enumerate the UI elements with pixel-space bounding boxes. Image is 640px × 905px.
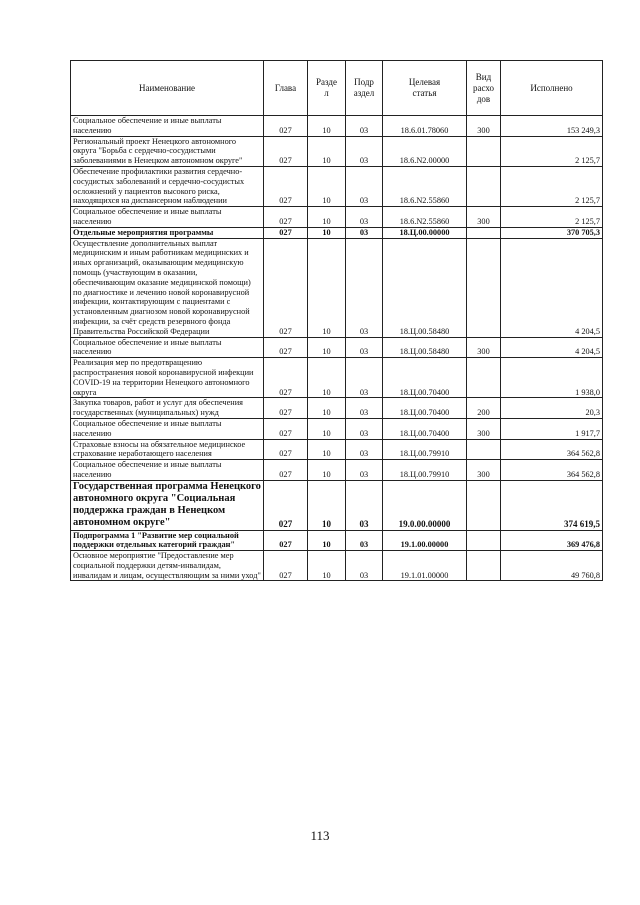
header-target-article: Целевая статья (383, 61, 467, 116)
row-target-article: 19.0.00.00000 (383, 480, 467, 530)
row-executed: 20,3 (501, 398, 603, 419)
row-executed: 1 917,7 (501, 418, 603, 439)
row-name: Социальное обеспечение и иные выплаты населению (71, 207, 264, 228)
row-section: 10 (308, 551, 346, 581)
row-subsection: 03 (346, 530, 383, 551)
row-section: 10 (308, 166, 346, 206)
row-section: 10 (308, 136, 346, 166)
row-target-article: 19.1.00.00000 (383, 530, 467, 551)
row-subsection: 03 (346, 460, 383, 481)
table-row (71, 480, 603, 530)
row-executed: 364 562,8 (501, 439, 603, 460)
row-executed: 49 760,8 (501, 551, 603, 581)
row-name: Страховые взносы на обязательное медицинское страхование неработающего населения (71, 439, 264, 460)
row-section: 10 (308, 418, 346, 439)
row-subsection: 03 (346, 398, 383, 419)
table-row (71, 166, 603, 206)
row-expense-type (467, 358, 501, 398)
row-name: Обеспечение профилактики развития сердечно-сосудистых заболеваний и сердечно-сосудистых осложнений у пациентов высокого риска, находящихся на диспансерном наблюдении (71, 166, 264, 206)
row-name: Реализация мер по предотвращению распространения новой коронавирусной инфекции COVID-19 на территории Ненецкого автономного округа (71, 358, 264, 398)
row-expense-type (467, 238, 501, 337)
row-chapter: 027 (264, 418, 308, 439)
row-name: Социальное обеспечение и иные выплаты населению (71, 418, 264, 439)
row-subsection: 03 (346, 136, 383, 166)
row-section: 10 (308, 530, 346, 551)
row-expense-type (467, 136, 501, 166)
page-number: 113 (310, 828, 330, 843)
row-name: Государственная программа Ненецкого автономного округа "Социальная поддержка граждан в Ненецком автономном округе" (71, 480, 264, 530)
row-chapter: 027 (264, 136, 308, 166)
budget-table (70, 60, 603, 581)
row-name: Региональный проект Ненецкого автономного округа "Борьба с сердечно-сосудистыми заболеваниями в Ненецком автономном округе" (71, 136, 264, 166)
row-name: Осуществление дополнительных выплат медицинским и иным работникам медицинских и иных организаций, оказывающим медицинскую помощь (участвующим в оказании, обеспечивающим оказание медицинской помощи) по диагностике и лечению новой коронавирусной инфекции, контактирующим с пациентами с установленным диагнозом новой коронавирусной инфекции, за счёт средств резервного фонда Правительства Российской Федерации (71, 238, 264, 337)
row-section: 10 (308, 238, 346, 337)
row-name: Социальное обеспечение и иные выплаты населению (71, 116, 264, 137)
row-subsection: 03 (346, 551, 383, 581)
row-subsection: 03 (346, 227, 383, 238)
row-executed: 369 476,8 (501, 530, 603, 551)
row-section: 10 (308, 398, 346, 419)
row-chapter: 027 (264, 439, 308, 460)
row-section: 10 (308, 227, 346, 238)
row-subsection: 03 (346, 337, 383, 358)
row-name: Закупка товаров, работ и услуг для обеспечения государственных (муниципальных) нужд (71, 398, 264, 419)
row-target-article: 18.Ц.00.58480 (383, 238, 467, 337)
row-subsection: 03 (346, 238, 383, 337)
row-chapter: 027 (264, 460, 308, 481)
row-expense-type (467, 480, 501, 530)
row-name: Социальное обеспечение и иные выплаты населению (71, 337, 264, 358)
row-executed: 153 249,3 (501, 116, 603, 137)
row-expense-type (467, 439, 501, 460)
row-target-article: 19.1.01.00000 (383, 551, 467, 581)
row-target-article: 18.6.N2.00000 (383, 136, 467, 166)
table-row (71, 337, 603, 358)
row-executed: 370 705,3 (501, 227, 603, 238)
row-expense-type: 300 (467, 418, 501, 439)
row-section: 10 (308, 439, 346, 460)
table-row (71, 238, 603, 337)
row-chapter: 027 (264, 207, 308, 228)
table-row (71, 398, 603, 419)
row-target-article: 18.Ц.00.00000 (383, 227, 467, 238)
header-chapter: Глава (264, 61, 308, 116)
row-chapter: 027 (264, 227, 308, 238)
row-target-article: 18.Ц.00.70400 (383, 398, 467, 419)
table-header-row (71, 61, 603, 116)
row-section: 10 (308, 337, 346, 358)
row-subsection: 03 (346, 358, 383, 398)
row-subsection: 03 (346, 480, 383, 530)
row-chapter: 027 (264, 116, 308, 137)
row-chapter: 027 (264, 166, 308, 206)
table-row (71, 418, 603, 439)
row-expense-type: 200 (467, 398, 501, 419)
row-subsection: 03 (346, 207, 383, 228)
row-executed: 2 125,7 (501, 207, 603, 228)
row-expense-type (467, 166, 501, 206)
row-target-article: 18.Ц.00.58480 (383, 337, 467, 358)
row-target-article: 18.Ц.00.79910 (383, 460, 467, 481)
table-row (71, 116, 603, 137)
header-name: Наименование (71, 61, 264, 116)
table-row (71, 551, 603, 581)
row-executed: 4 204,5 (501, 238, 603, 337)
row-chapter: 027 (264, 551, 308, 581)
row-chapter: 027 (264, 358, 308, 398)
row-target-article: 18.Ц.00.79910 (383, 439, 467, 460)
row-expense-type: 300 (467, 460, 501, 481)
row-subsection: 03 (346, 418, 383, 439)
row-section: 10 (308, 116, 346, 137)
row-chapter: 027 (264, 530, 308, 551)
row-name: Отдельные мероприятия программы (71, 227, 264, 238)
row-target-article: 18.6.N2.55860 (383, 166, 467, 206)
table-row (71, 227, 603, 238)
row-section: 10 (308, 480, 346, 530)
row-name: Основное мероприятие "Предоставление мер социальной поддержки детям-инвалидам, инвалидам и лицам, осуществляющим за ними уход" (71, 551, 264, 581)
row-executed: 4 204,5 (501, 337, 603, 358)
row-section: 10 (308, 358, 346, 398)
row-subsection: 03 (346, 116, 383, 137)
row-expense-type (467, 227, 501, 238)
row-executed: 374 619,5 (501, 480, 603, 530)
table-row (71, 439, 603, 460)
header-section: Разде л (308, 61, 346, 116)
table-row (71, 358, 603, 398)
row-executed: 2 125,7 (501, 166, 603, 206)
row-subsection: 03 (346, 439, 383, 460)
row-chapter: 027 (264, 337, 308, 358)
row-section: 10 (308, 460, 346, 481)
header-executed: Исполнено (501, 61, 603, 116)
row-target-article: 18.6.N2.55860 (383, 207, 467, 228)
table-row (71, 530, 603, 551)
row-subsection: 03 (346, 166, 383, 206)
row-executed: 1 938,0 (501, 358, 603, 398)
row-expense-type: 300 (467, 337, 501, 358)
row-expense-type (467, 530, 501, 551)
row-chapter: 027 (264, 480, 308, 530)
header-subsection: Подр аздел (346, 61, 383, 116)
row-target-article: 18.Ц.00.70400 (383, 418, 467, 439)
table-row (71, 207, 603, 228)
row-expense-type (467, 551, 501, 581)
row-target-article: 18.Ц.00.70400 (383, 358, 467, 398)
row-expense-type: 300 (467, 116, 501, 137)
row-target-article: 18.6.01.78060 (383, 116, 467, 137)
row-section: 10 (308, 207, 346, 228)
row-name: Социальное обеспечение и иные выплаты населению (71, 460, 264, 481)
table-row (71, 136, 603, 166)
row-expense-type: 300 (467, 207, 501, 228)
row-chapter: 027 (264, 398, 308, 419)
row-name: Подпрограмма 1 "Развитие мер социальной поддержки отдельных категорий граждан" (71, 530, 264, 551)
header-expense-type: Вид расхо дов (467, 61, 501, 116)
row-chapter: 027 (264, 238, 308, 337)
table-row (71, 460, 603, 481)
row-executed: 364 562,8 (501, 460, 603, 481)
row-executed: 2 125,7 (501, 136, 603, 166)
